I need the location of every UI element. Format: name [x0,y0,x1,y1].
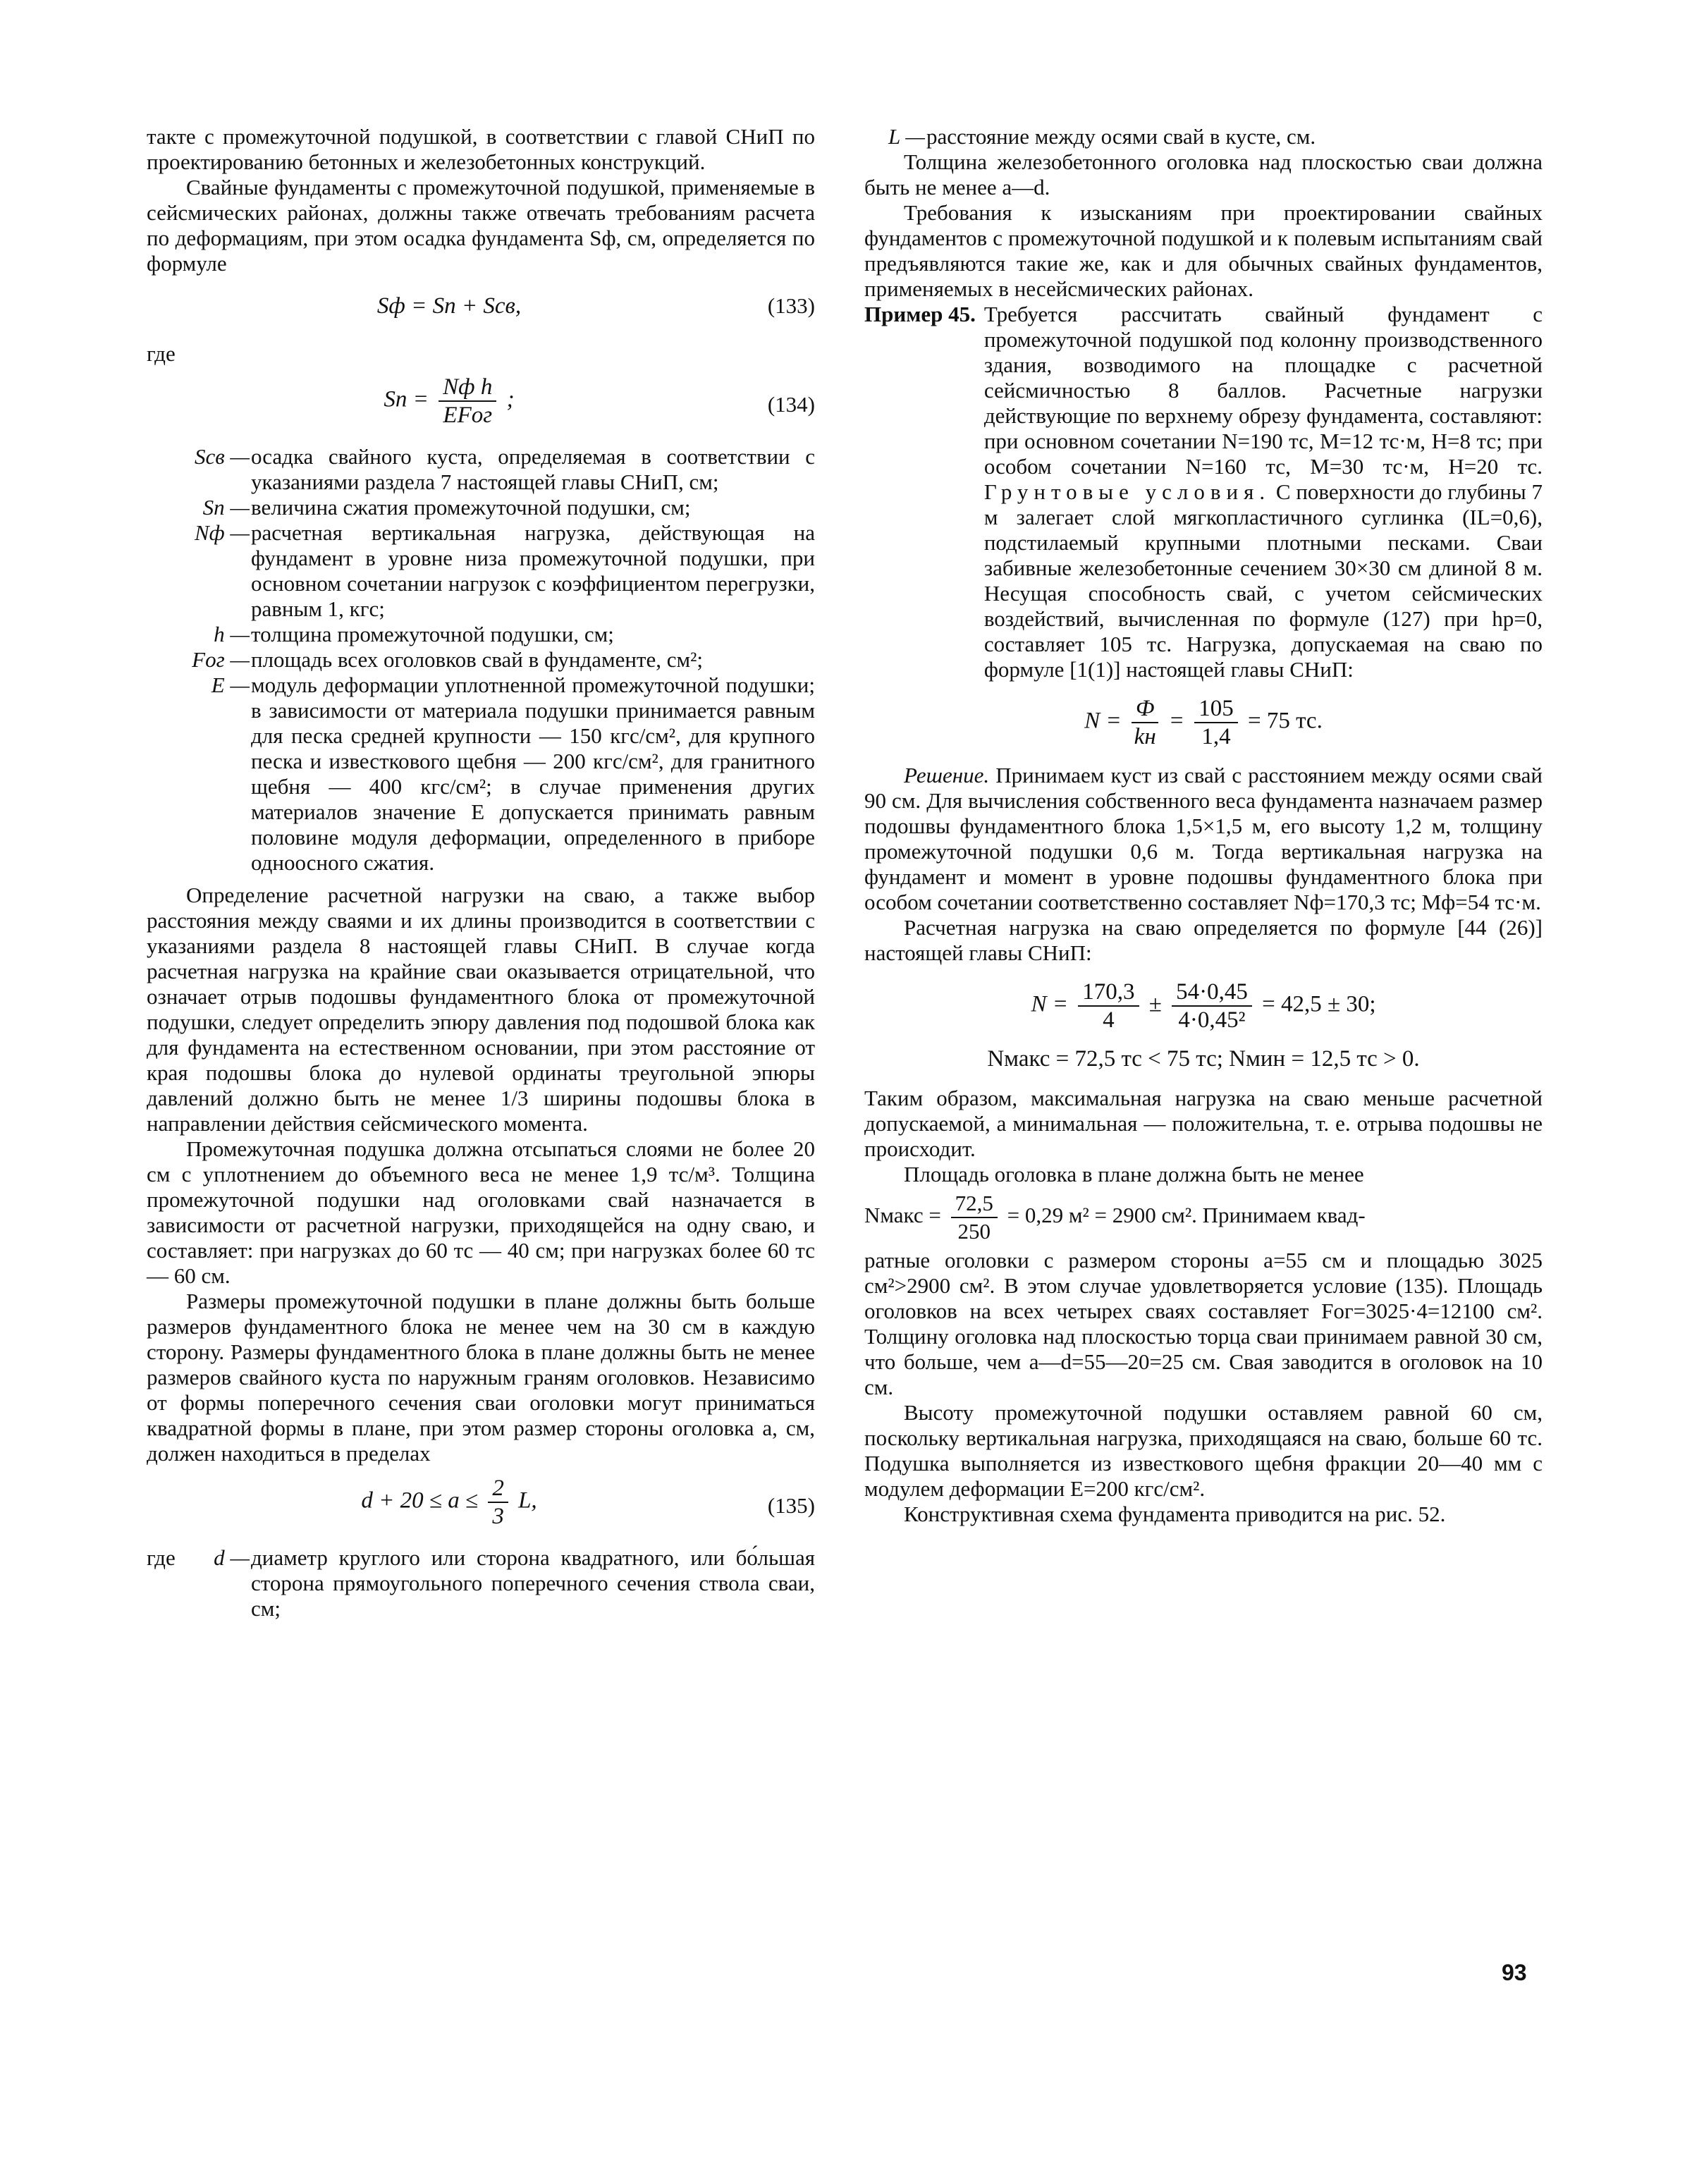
fraction-denominator: 1,4 [1201,724,1231,749]
equation-lhs: N = [1084,708,1122,734]
formula-number: (133) [767,293,815,318]
page-number: 93 [1502,1960,1527,1985]
formula-134 [147,371,815,438]
formula-135 [147,1471,815,1541]
fraction-denominator: 4 [1103,1007,1115,1033]
fraction [1194,695,1238,750]
formula-right: L, [518,1487,537,1514]
definition-symbol: E — [211,673,250,697]
where-label: где [147,341,176,366]
formula-number: (135) [767,1493,815,1518]
paragraph: Толщина железобетонного оголовка над плоскостью сваи должна быть не менее a—d. [864,149,1543,200]
example-heading-spaced: Грунтовые условия. [983,479,1271,504]
fraction-numerator: Ф [1132,695,1159,723]
fraction-numerator: 54·0,45 [1172,978,1252,1007]
definition-item [147,495,815,520]
definition-item [147,1545,815,1621]
example-text-a: Требуется рассчитать свайный фундамент с промежуточной подушкой под колонну производственного здания, возводимого на площадке с расчетной сейсмичностью 8 баллов. Расчетные нагрузки действующие по верхнему обрезу фундамента, составляют: при основном сочетании N=190 тс, M=12 тс·м, H=8 тс; при особом сочетании N=160 тс, M=30 тс·м, H=20 тс. [983,302,1543,479]
right-column [864,124,1543,1527]
paragraph: Размеры промежуточной подушки в плане должны быть больше размеров фундаментного блока не менее чем на 30 см в каждую сторону. Размеры фундаментного блока в плане должны быть не менее размеров свайного куста по наружным граням оголовков. Независимо от формы поперечного сечения сваи оголовки могут приниматься квадратной формы в плане, при этом размер стороны оголовка a, см, должен находиться в пределах [147,1289,815,1466]
definition-symbol: d — [214,1545,250,1570]
example-text [984,302,1543,682]
definition-text: расчетная вертикальная нагрузка, действующая на фундамент в уровне низа промежуточной подушки, при основном сочетании нагрузок с коэффициентом перегрузки, равным 1, кгс; [251,520,815,621]
formula-133 [147,281,815,337]
paragraph: ратные оголовки с размером стороны a=55 см и площадью 3025 см²>2900 см². В этом случае удовлетворяется условие (135). Площадь оголовков на всех четырех сваях составляет Fог=3025·4=12100 см². Толщину оголовка над плоскостью торца сваи принимаем равной 30 см, что больше, чем a—d=55—20=25 см. Свая заводится в оголовок на 10 см. [864,1248,1543,1399]
fraction-numerator: Nф h [439,374,496,402]
definition-item [147,673,815,876]
paragraph: Высоту промежуточной подушки оставляем равной 60 см, поскольку вертикальная нагрузка, приходящаяся на сваю, больше 60 тс. Подушка выполняется из известкового щебня фракции 20—40 мм с модулем деформации E=200 кгс/см². [864,1400,1543,1501]
formula-number: (134) [767,392,815,417]
fraction-numerator: 170,3 [1078,978,1139,1007]
definition-text: расстояние между осями свай в кусте, см. [926,124,1316,149]
definition-text: осадка свайного куста, определяемая в соответствии с указаниями раздела 7 настоящей главы СНиП, см; [251,444,815,494]
equation-tail: = 75 тс. [1248,708,1323,734]
paragraph: Расчетная нагрузка на сваю определяется по формуле [44 (26)] настоящей главы СНиП: [864,915,1543,965]
equation-lhs: Nмакс = [864,1203,941,1228]
definition-text: величина сжатия промежуточной подушки, см; [251,495,691,520]
formula-tail: ; [506,386,515,412]
paragraph: Площадь оголовка в плане должна быть не менее [904,1162,1364,1186]
fraction [488,1475,508,1530]
formula-left: d + 20 ≤ a ≤ [361,1487,479,1514]
definition-symbol: Sсв — [194,444,250,469]
paragraph [864,763,1543,915]
equation-operator: ± [1148,991,1162,1017]
definition-text: площадь всех оголовков свай в фундаменте, см²; [251,647,704,672]
fraction-denominator: 3 [492,1504,504,1529]
paragraph: такте с промежуточной подушкой, в соответствии с главой СНиП по проектированию бетонных и железобетонных конструкций. [147,124,815,174]
fraction-numerator: 105 [1194,695,1238,723]
definition-symbol: Sп — [202,495,250,520]
definition-item [147,444,815,495]
fraction-numerator: 2 [488,1475,508,1503]
definition-text: диаметр круглого или сторона квадратного, или бо́льшая сторона прямоугольного поперечного сечения ствола сваи, см; [251,1545,815,1621]
paragraph: Свайные фундаменты с промежуточной подушкой, применяемые в сейсмических районах, должны также отвечать требованиям расчета по деформациям, при этом осадка фундамента Sф, см, определяется по формуле [147,175,815,276]
paragraph: Таким образом, максимальная нагрузка на сваю меньше расчетной допускаемой, а минимальная — положительна, т. е. отрыва подошвы не происходит. [864,1086,1543,1161]
fraction-denominator: 250 [957,1219,991,1244]
solution-text: Принимаем куст из свай с расстоянием между осями свай 90 см. Для вычисления собственного веса фундамента назначаем размер подошвы фундаментного блока 1,5×1,5 м, его высоту 1,2 м, толщину промежуточной подушки 0,6 м. Тогда вертикальная нагрузка на фундамент и момент в уровне подошвы фундаментного блока при особом сочетании соответственно составляет Nф=170,3 тс; Mф=54 тс·м. [864,763,1543,914]
definition-item [147,647,815,673]
definition-symbol: L — [888,124,925,149]
paragraph: Конструктивная схема фундамента приводится на рис. 52. [904,1502,1446,1526]
example-text-b: С поверхности до глубины 7 м залегает слой мягкопластичного суглинка (IL=0,6), подстилаемый крупными плотными песками. Сваи забивные железобетонные сечением 30×30 см длиной 8 м. Несущая способность свай, с учетом сейсмических воздействий, вычисленная по формуле (127) при hp=0, составляет 105 тс. Нагрузка, допускаемая на сваю по формуле [1(1)] настоящей главы СНиП: [983,479,1543,682]
fraction [951,1190,998,1245]
equation-tail: = 0,29 м² = 2900 см². Принимаем квад- [1007,1203,1366,1228]
definitions-list [147,444,815,876]
solution-label: Решение. [904,763,990,787]
definition-item [147,622,815,647]
fraction [1078,978,1139,1033]
fraction [1172,978,1252,1033]
formula-expression: Sф = Sп + Sсв, [376,293,522,319]
fraction [1132,695,1159,750]
paragraph: Определение расчетной нагрузки на сваю, а также выбор расстояния между сваями и их длины производится в соответствии с указаниями раздела 8 настоящей главы СНиП. В случае когда расчетная нагрузка на крайние сваи оказывается отрицательной, что означает отрыв подошвы фундаментного блока от промежуточной подушки, следует определить эпюру давления под подошвой блока как для фундамента на естественном основании, при этом расстояние от края подошвы блока до нулевой ординаты треугольной эпюры давлений должно быть не менее 1/3 ширины подошвы блока в направлении действия сейсмического момента. [147,883,815,1136]
equation-min-max: Nмакс = 72,5 тс < 75 тс; Nмин = 12,5 тс > 0. [987,1046,1420,1072]
equation-operator: = [1168,708,1184,734]
definition-text: модуль деформации уплотненной промежуточной подушки; в зависимости от материала подушки принимается равным для песка средней крупности — 150 кгс/см², для крупного песка и известкового щебня — 200 кгс/см², для гранитного щебня — 400 кгс/см²; в случае применения других материалов значение E допускается принимать равным половине модуля деформации, определенного в приборе одноосного сжатия. [251,673,815,875]
fraction [439,374,496,429]
definition-symbol: Fог — [192,647,250,672]
definition-item [864,124,1543,149]
paragraph: Промежуточная подушка должна отсыпаться слоями не более 20 см с уплотнением до объемного веса не менее 1,9 тс/м³. Толщина промежуточной подушки над оголовками свай назначается в зависимости от расчетной нагрузки, приходящейся на одну сваю, и составляет: при нагрузках до 60 тс — 40 см; при нагрузках более 60 тс — 60 см. [147,1136,815,1288]
fraction-denominator: 4·0,45² [1178,1007,1246,1033]
example-45 [864,302,1543,682]
fraction-numerator: 72,5 [951,1190,998,1218]
fraction-denominator: EFог [443,403,493,428]
formula-lhs: Sп = [384,386,429,412]
definition-text: толщина промежуточной подушки, см; [251,622,614,646]
equation-lhs: N = [1031,991,1068,1017]
definition-item [147,520,815,622]
equation-tail: = 42,5 ± 30; [1262,991,1376,1017]
equation-pile-load [864,978,1543,1033]
paragraph: Требования к изысканиям при проектировании свайных фундаментов с промежуточной подушкой и к полевым испытаниям свай предъявляются такие же, как и для обычных свайных фундаментов, применяемых в несейсмических районах. [864,200,1543,301]
definition-symbol: Nф — [195,520,250,545]
example-label: Пример 45. [864,302,976,326]
fraction-denominator: kн [1134,724,1156,749]
equation-allowable-load [864,695,1543,750]
where-label: где [147,1545,176,1570]
definition-symbol: h — [214,622,250,646]
equation-area [864,1190,1543,1245]
left-column [147,124,815,1621]
